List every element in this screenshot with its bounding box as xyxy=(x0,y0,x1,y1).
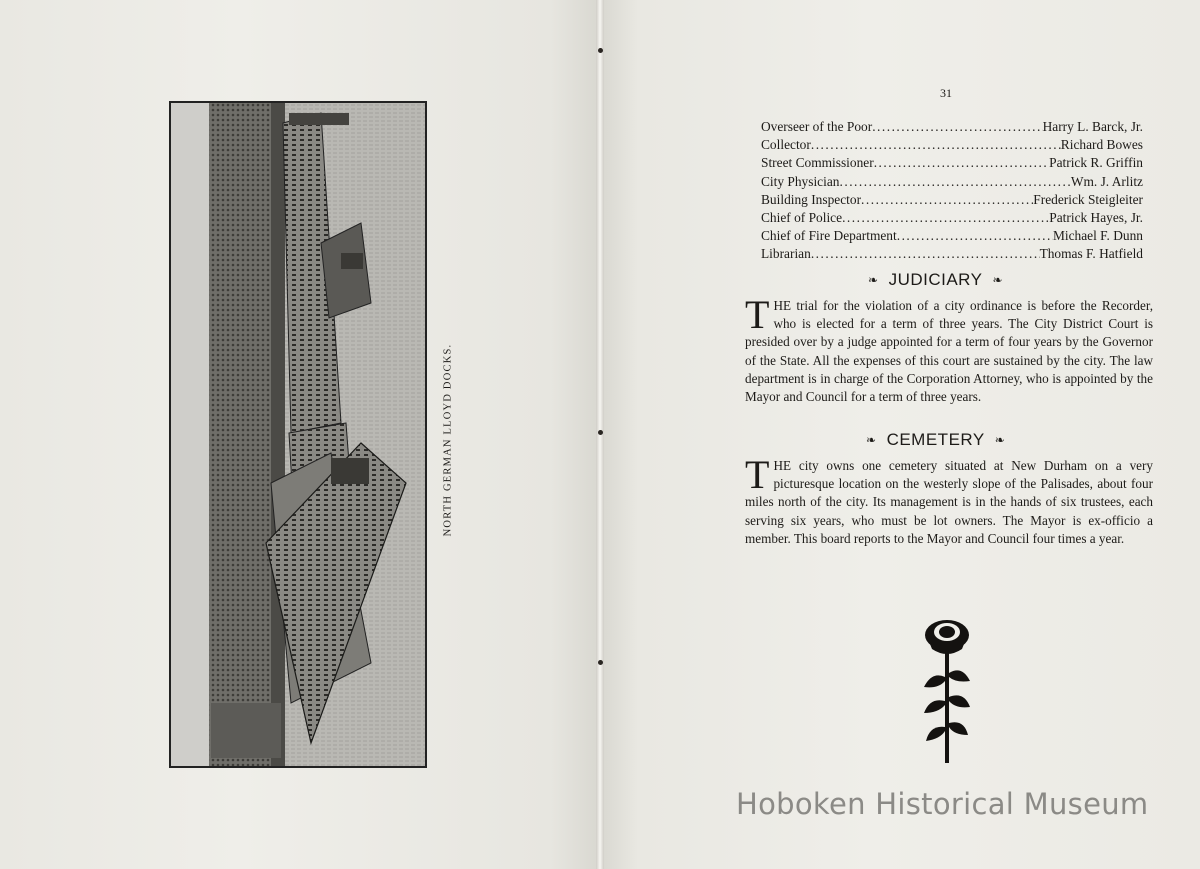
museum-watermark: Hoboken Historical Museum xyxy=(736,787,1149,821)
first-word-rest: HE xyxy=(773,458,792,473)
officer-name: Wm. J. Arlitz xyxy=(1070,173,1143,189)
cemetery-heading-text: CEMETERY xyxy=(886,430,985,449)
officer-row xyxy=(761,245,1143,263)
leader-dots xyxy=(897,227,1053,245)
fleuron-icon: ❧ xyxy=(992,273,1004,287)
drop-cap: T xyxy=(745,292,770,337)
page-number: 31 xyxy=(940,86,952,100)
flower-ornament-icon xyxy=(918,615,976,767)
officer-name: Richard Bowes xyxy=(1060,137,1143,153)
officer-row xyxy=(761,191,1143,209)
officer-name: Thomas F. Hatfield xyxy=(1039,246,1143,262)
officer-row xyxy=(761,118,1143,136)
leader-dots xyxy=(840,173,1071,191)
officer-name: Patrick Hayes, Jr. xyxy=(1049,210,1143,226)
fleuron-icon: ❧ xyxy=(994,433,1006,447)
leader-dots xyxy=(842,209,1049,227)
fleuron-icon: ❧ xyxy=(866,433,877,447)
plate-caption-text: NORTH GERMAN LLOYD DOCKS. xyxy=(442,343,454,537)
officer-title: Building Inspector xyxy=(761,191,862,207)
fleuron-icon: ❧ xyxy=(868,273,879,287)
leader-dots xyxy=(874,154,1049,172)
docks-photograph xyxy=(169,101,427,768)
cemetery-heading xyxy=(866,430,1005,450)
binding-stitch xyxy=(598,430,603,435)
officer-title: Chief of Police xyxy=(761,210,843,226)
officer-name: Harry L. Barck, Jr. xyxy=(1042,119,1143,134)
binding-stitch xyxy=(598,660,603,665)
judiciary-heading xyxy=(868,270,1003,290)
officer-row xyxy=(761,136,1143,154)
officer-title: Street Commissioner xyxy=(761,155,874,171)
officer-row xyxy=(761,209,1143,227)
docks-engraving xyxy=(171,103,425,766)
officer-row xyxy=(761,173,1143,191)
officer-title: Chief of Fire Department xyxy=(761,228,897,244)
officer-row xyxy=(761,154,1143,172)
plate-caption xyxy=(438,345,458,535)
cemetery-paragraph xyxy=(745,452,1153,548)
drop-cap: T xyxy=(745,452,770,497)
left-page xyxy=(0,0,598,869)
cemetery-text: city owns one cemetery situated at New Durham on a very picturesque location on the westerly slope of the Palisades, about four miles north of the city. Its management is in the hands of six trustees, each serving six years, who must be lot owners. The Mayor is ex-officio a member. This board reports to the Mayor and Council four times a year. xyxy=(745,458,1153,546)
leader-dots xyxy=(872,118,1042,136)
first-word-rest: HE xyxy=(773,298,792,313)
officer-name: Frederick Steigleiter xyxy=(1033,191,1143,207)
judiciary-text: trial for the violation of a city ordinance is before the Recorder, who is elected for a term of three years. The City District Court is presided over by a judge appointed for a term of four years by the Governor of the State. All the expenses of this court are sustained by the city. The law department is in charge of the Corporation Attorney, who is appointed by the Mayor and Council for a term of three years. xyxy=(745,298,1154,405)
city-officers-list xyxy=(761,118,1143,264)
officer-title: Overseer of the Poor xyxy=(761,119,873,134)
leader-dots xyxy=(811,245,1040,263)
judiciary-heading-text: JUDICIARY xyxy=(888,270,983,289)
leader-dots xyxy=(811,136,1061,154)
binding-stitch xyxy=(598,48,603,53)
officer-title: City Physician xyxy=(761,173,840,189)
judiciary-paragraph xyxy=(745,292,1154,406)
officer-name: Patrick R. Griffin xyxy=(1049,155,1143,171)
officer-title: Collector xyxy=(761,137,811,153)
officer-title: Librarian xyxy=(761,246,811,262)
leader-dots xyxy=(861,191,1033,209)
officer-row xyxy=(761,227,1143,245)
officer-name: Michael F. Dunn xyxy=(1052,228,1143,244)
